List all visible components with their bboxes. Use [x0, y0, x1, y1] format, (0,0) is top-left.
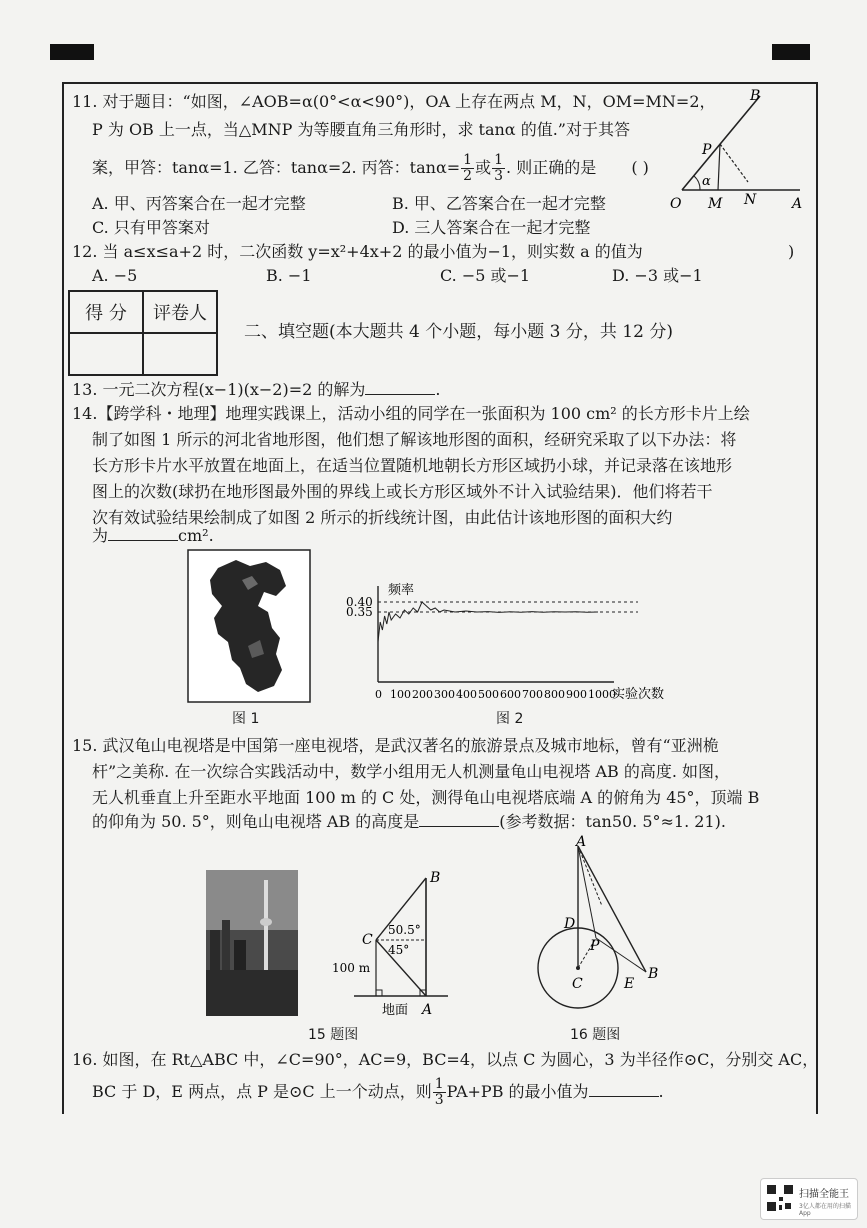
- score-cell[interactable]: [69, 333, 143, 375]
- x-tick-6: 600: [500, 688, 521, 701]
- grader-cell[interactable]: [143, 333, 217, 375]
- q14-line5: 次有效试验结果绘制成了如图 2 所示的折线统计图，由此估计该地形图的面积大约: [92, 508, 673, 527]
- q16-line1: 16. 如图，在 Rt△ABC 中，∠C=90°，AC=9，BC=4，以点 C 为圆心，3 为半径作⊙C，分别交 AC，: [72, 1050, 819, 1069]
- q15-diagram: [330, 868, 460, 1024]
- q13-blank: [365, 380, 435, 395]
- q11-label-m: M: [708, 196, 723, 212]
- x-tick-5: 500: [478, 688, 499, 701]
- x-tick-10: 1000: [588, 688, 616, 701]
- tv-tower-photo: [206, 870, 298, 1016]
- q11-label-b: B: [750, 88, 761, 104]
- hebei-map-image: [188, 550, 310, 702]
- x-axis-label: 实验次数: [612, 687, 665, 702]
- q11-answer-bracket: ( ): [631, 158, 649, 177]
- x-tick-4: 400: [456, 688, 477, 701]
- q15-label-a: A: [422, 1002, 433, 1018]
- q16-fig-caption: 16 题图: [570, 1027, 621, 1043]
- y-axis-label: 频率: [388, 583, 415, 598]
- q12-line1: 12. 当 a≤x≤a+2 时，二次函数 y=x²+4x+2 的最小值为−1，则实数 a 的值为: [72, 242, 643, 261]
- q11-frac2: $\frac{1}{3}$: [494, 152, 504, 184]
- q16-diagram: [532, 836, 672, 1016]
- q14-line2: 制了如图 1 所示的河北省地形图，他们想了解该地形图的面积，经研究采取了以下办法：将: [92, 430, 737, 449]
- corner-marker-left: [50, 44, 94, 60]
- score-header: 得 分: [69, 291, 143, 333]
- q13: 13. 一元二次方程(x−1)(x−2)=2 的解为 .: [72, 380, 441, 399]
- x-tick-0: 0: [375, 688, 382, 701]
- q12-option-d: D. −3 或−1: [612, 266, 703, 285]
- x-tick-8: 800: [544, 688, 565, 701]
- q15-line4: 的仰角为 50. 5°，则龟山电视塔 AB 的高度是 (参考数据：tan50. 5°≈1. 21).: [92, 812, 726, 831]
- q12-option-b: B. −1: [266, 266, 312, 285]
- q16-line2: BC 于 D，E 两点，点 P 是⊙C 上一个动点，则 $\frac{1}{3}$ PA+PB 的最小值为 .: [92, 1076, 664, 1108]
- q11-label-a: A: [792, 196, 803, 212]
- x-tick-7: 700: [522, 688, 543, 701]
- q11-line2: P 为 OB 上一点，当△MNP 为等腰直角三角形时，求 tanα 的值.”对于其答: [92, 120, 630, 139]
- q11-line1: 11. 对于题目：“如图，∠AOB=α(0°<α<90°)，OA 上存在两点 M，N，OM=MN=2，: [72, 92, 716, 111]
- q15-angle-2: 45°: [388, 943, 410, 957]
- q16-label-a: A: [576, 834, 587, 850]
- qr-code-icon: [765, 1183, 795, 1213]
- q12-option-a: A. −5: [92, 266, 138, 285]
- q11-option-c: C. 只有甲答案对: [92, 218, 210, 237]
- q14-line1: 14.【跨学科・地理】地理实践课上，活动小组的同学在一张面积为 100 cm² 的长方形卡片上绘: [72, 404, 750, 423]
- corner-marker-right: [772, 44, 810, 60]
- q15-height: 100 m: [332, 961, 371, 975]
- x-tick-9: 900: [566, 688, 587, 701]
- fig1-caption: 图 1: [232, 711, 260, 727]
- q15-line2: 杆”之美称. 在一次综合实践活动中，数学小组用无人机测量龟山电视塔 AB 的高度. 如图，: [92, 762, 731, 781]
- q14-line4: 图上的次数(球扔在地形图最外围的界线上或长方形区域外不计入试验结果)．他们将若干: [92, 482, 713, 501]
- fig2-caption: 图 2: [496, 711, 524, 727]
- scanner-name: 扫描全能王: [799, 1189, 849, 1200]
- q11-line3: 案，甲答：tanα=1. 乙答：tanα=2. 丙答：tanα= $\frac{1}{2}$ 或 $\frac{1}{3}$ . 则正确的是 ( ): [92, 152, 649, 184]
- scanner-sub: 3亿人都在用的扫描App: [799, 1203, 851, 1217]
- q15-line3: 无人机垂直上升至距水平地面 100 m 的 C 处，测得龟山电视塔底端 A 的俯角为 45°，顶端 B: [92, 788, 760, 807]
- q11-frac1: $\frac{1}{2}$: [463, 152, 473, 184]
- q14-blank: [108, 526, 178, 541]
- frequency-line-chart: [340, 583, 670, 706]
- q11-label-p: P: [702, 142, 712, 158]
- q15-label-b: B: [430, 870, 441, 886]
- q11-label-n: N: [744, 192, 757, 208]
- score-table: [68, 290, 218, 376]
- q14-line3: 长方形卡片水平放置在地面上，在适当位置随机地朝长方形区域扔小球，并记录落在该地形: [92, 456, 733, 475]
- q16-frac: $\frac{1}{3}$: [434, 1076, 444, 1108]
- q16-label-p: P: [590, 938, 600, 954]
- q15-label-c: C: [362, 932, 373, 948]
- q11-option-d: D. 三人答案合在一起才完整: [392, 218, 591, 237]
- q11-option-b: B. 甲、乙答案合在一起才完整: [392, 194, 606, 213]
- scanner-badge[interactable]: [760, 1178, 858, 1220]
- y-tick-0: 0.35: [346, 605, 373, 619]
- q15-fig-caption: 15 题图: [308, 1027, 359, 1043]
- q16-label-d: D: [564, 916, 576, 932]
- q12-bracket: ): [788, 242, 795, 261]
- q11-option-a: A. 甲、丙答案合在一起才完整: [92, 194, 306, 213]
- q16-label-b: B: [648, 966, 659, 982]
- q16-label-e: E: [624, 976, 635, 992]
- frequency-series-line: [378, 602, 598, 642]
- q15-ground: 地面: [382, 1003, 409, 1018]
- q14-line6: 为 cm².: [92, 526, 214, 545]
- section-2-heading: 二、填空题(本大题共 4 个小题，每小题 3 分，共 12 分): [244, 322, 673, 342]
- x-tick-1: 100: [390, 688, 411, 701]
- y-tick-1: 0.40: [346, 595, 373, 609]
- x-tick-3: 300: [434, 688, 455, 701]
- q12-option-c: C. −5 或−1: [440, 266, 531, 285]
- q11-label-o: O: [670, 196, 682, 212]
- q15-angle-1: 50.5°: [388, 923, 421, 937]
- x-tick-2: 200: [412, 688, 433, 701]
- q16-blank: [589, 1082, 659, 1097]
- q15-line1: 15. 武汉龟山电视塔是中国第一座电视塔，是武汉著名的旅游景点及城市地标，曾有“亚洲桅: [72, 736, 719, 755]
- grader-header: 评卷人: [143, 291, 217, 333]
- q11-label-alpha: α: [702, 174, 711, 189]
- q16-label-c: C: [572, 976, 583, 992]
- q11-figure: [660, 86, 810, 216]
- q15-blank: [419, 812, 499, 827]
